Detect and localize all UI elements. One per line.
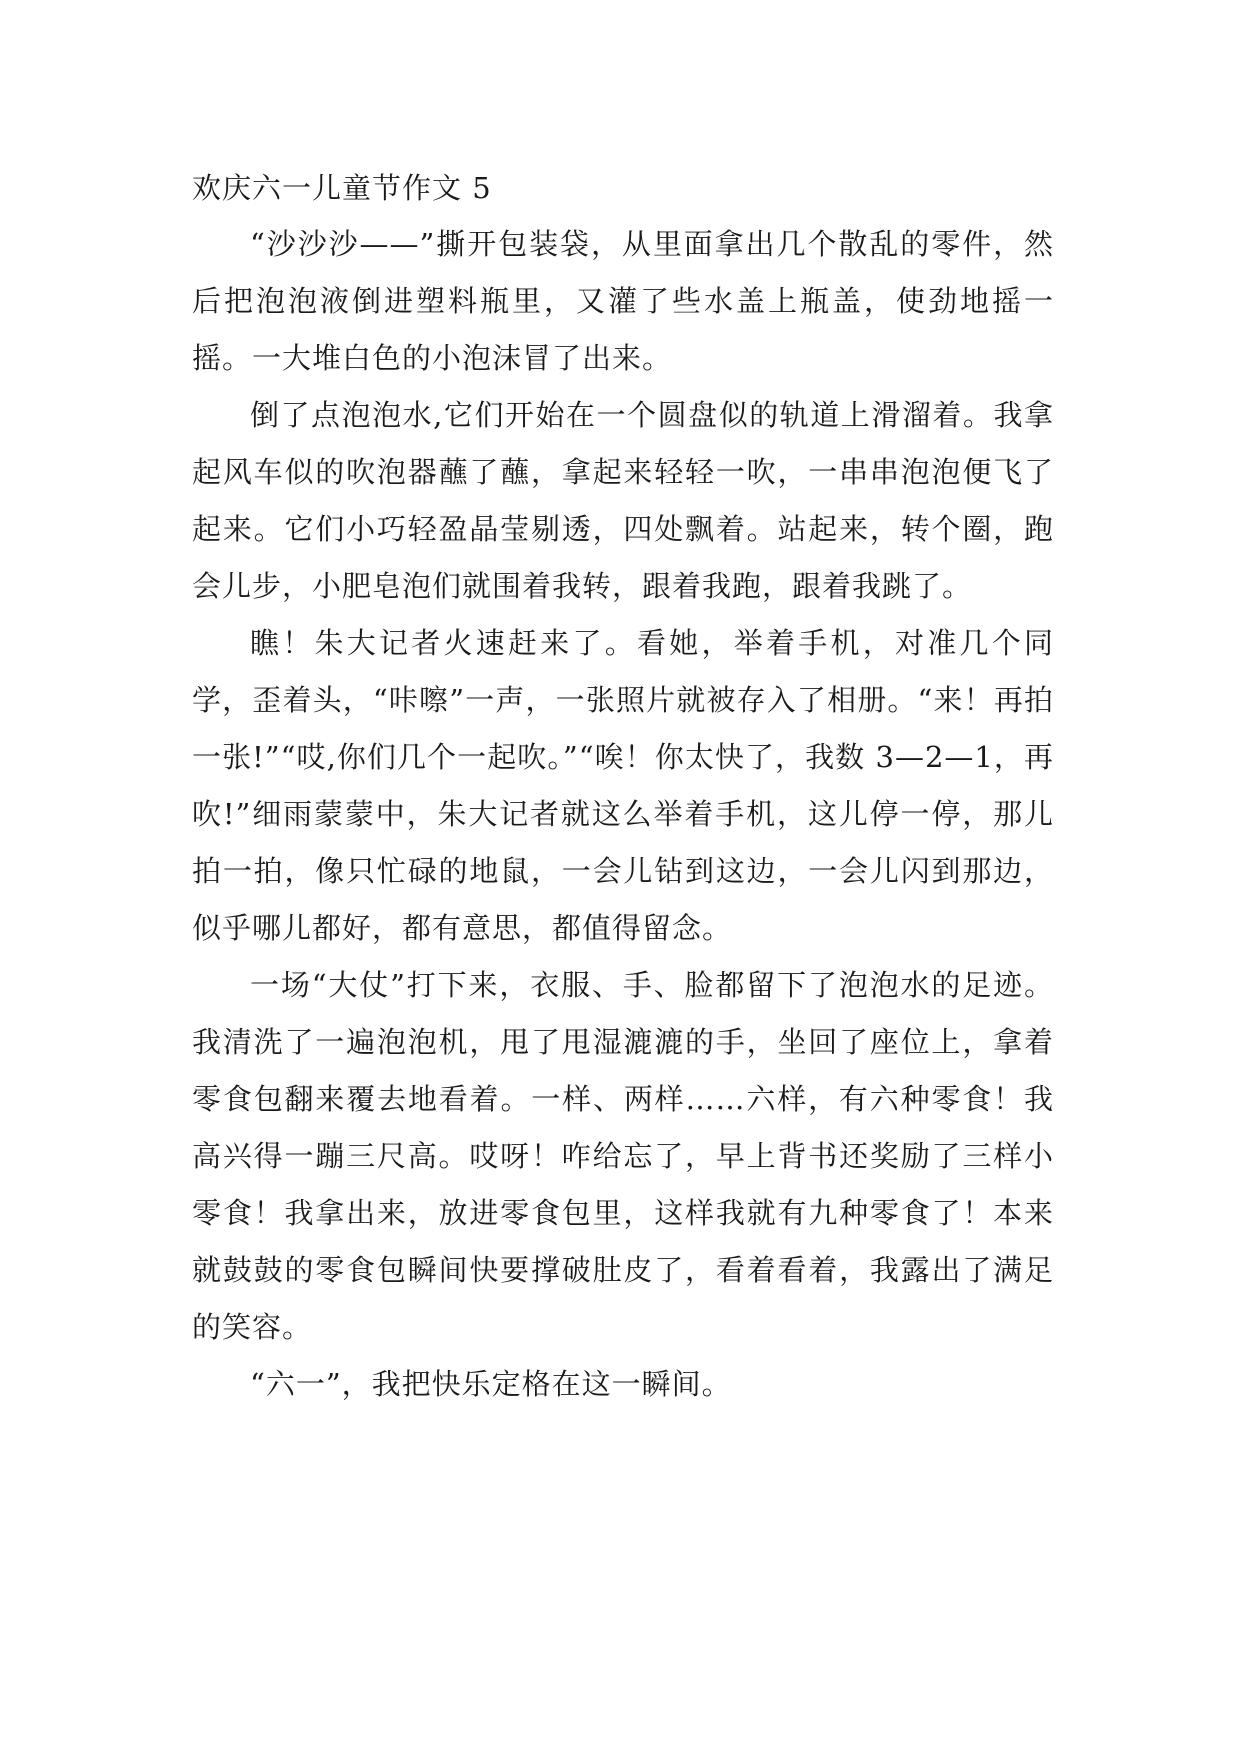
- paragraph-4: 一场“大仗”打下来，衣服、手、脸都留下了泡泡水的足迹。我清洗了一遍泡泡机，甩了甩湿漉漉的手，坐回了座位上，拿着零食包翻来覆去地看着。一样、两样……六样，有六种零食！我高兴得一蹦三尺高。哎呀！咋给忘了，早上背书还奖励了三样小零食！我拿出来，放进零食包里，这样我就有九种零食了！本来就鼓鼓的零食包瞬间快要撑破肚皮了，看着看着，我露出了满足的笑容。: [192, 968, 1054, 1344]
- paragraph-2: 倒了点泡泡水,它们开始在一个圆盘似的轨道上滑溜着。我拿起风车似的吹泡器蘸了蘸，拿起来轻轻一吹，一串串泡泡便飞了起来。它们小巧轻盈晶莹剔透，四处飘着。站起来，转个圈，跑会儿步，小肥皂泡们就围着我转，跟着我跑，跟着我跳了。: [192, 398, 1054, 603]
- paragraph-5: “六一”，我把快乐定格在这一瞬间。: [250, 1367, 732, 1401]
- paragraph-1: “沙沙沙——”撕开包装袋，从里面拿出几个散乱的零件，然后把泡泡液倒进塑料瓶里，又灌了些水盖上瓶盖，使劲地摇一摇。一大堆白色的小泡沫冒了出来。: [192, 227, 1054, 375]
- paragraph-3: 瞧！朱大记者火速赶来了。看她，举着手机，对准几个同学，歪着头，“咔嚓”一声，一张照片就被存入了相册。“来！再拍一张!”“哎,你们几个一起吹。”“唉！你太快了，我数 3—2—1，再吹!”细雨蒙蒙中，朱大记者就这么举着手机，这儿停一停，那儿拍一拍，像只忙碌的地鼠，一会儿钻到这边，一会儿闪到那边，似乎哪儿都好，都有意思，都值得留念。: [192, 626, 1054, 945]
- document-body: [192, 160, 1054, 1413]
- document-title: 欢庆六一儿童节作文 5: [192, 171, 492, 205]
